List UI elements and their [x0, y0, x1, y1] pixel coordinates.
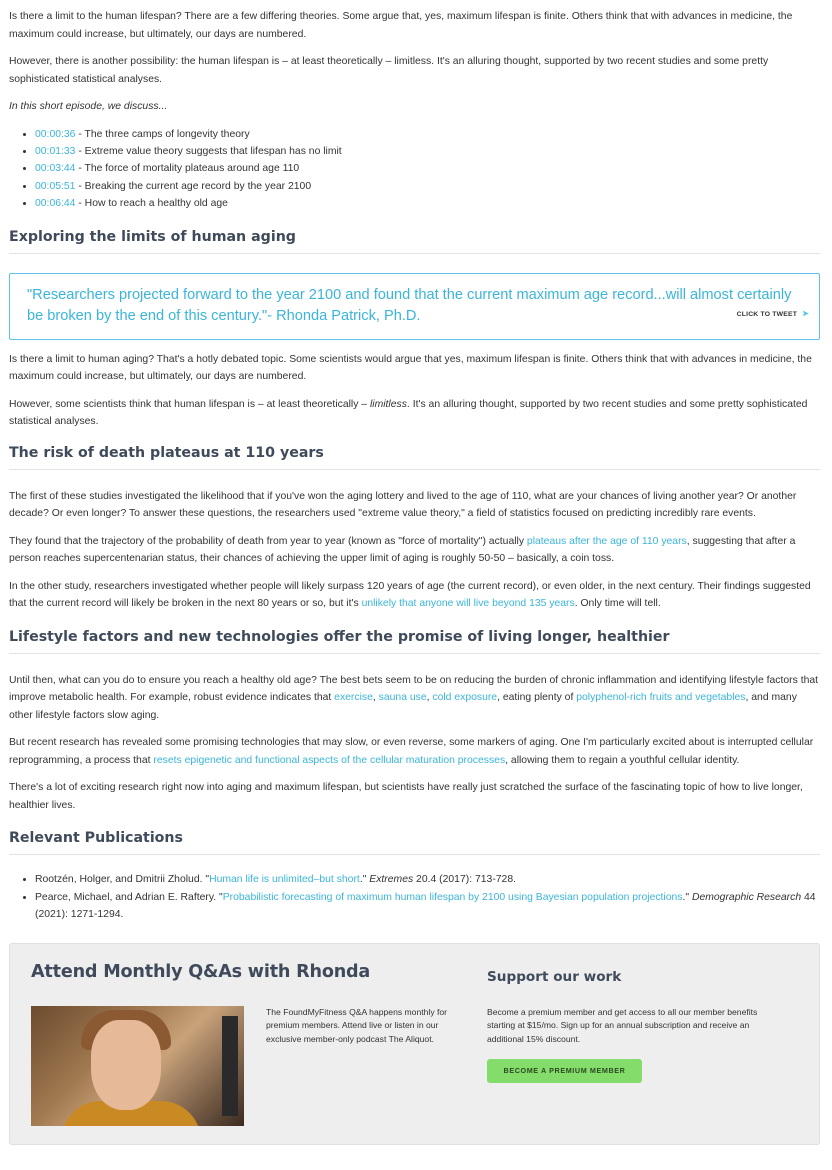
link-plateaus[interactable]: plateaus after the age of 110 years [526, 535, 687, 547]
publication-list [9, 871, 820, 924]
episode-label: In this short episode, we discuss... [9, 101, 168, 112]
publication-item [35, 889, 820, 924]
text-run: , eating plenty of [497, 692, 577, 704]
timestamp-text: - Breaking the current age record by the year 2100 [75, 180, 312, 192]
tweet-quote-text: "Researchers projected forward to the year 2100 and found that the current maximum age record...will almost certainly be broken by the end of this century."- Rhonda Patrick, Ph.D. [27, 286, 792, 324]
thumbnail-participant-strip [222, 1016, 238, 1116]
link-cold-exposure[interactable]: cold exposure [432, 692, 498, 704]
explore-paragraph-2 [9, 396, 820, 431]
intro-paragraph-2: However, there is another possibility: the human lifespan is – at least theoretically – limitless. It's an alluring thought, supported by two recent studies and some pretty sophisticated statistical analyses. [9, 56, 769, 85]
timestamp-text: - How to reach a healthy old age [75, 198, 228, 210]
click-to-tweet-button[interactable] [737, 305, 809, 324]
timestamp-item [35, 126, 820, 143]
lifestyle-paragraph-2 [9, 734, 820, 769]
timestamp-item [35, 160, 820, 177]
text-run: ." [682, 891, 692, 903]
section-heading-lifestyle: Lifestyle factors and new technologies offer the promise of living longer, healthier [9, 627, 820, 654]
text-run: But recent research has revealed some promising technologies that may slow, or even reverse, some markers of aging. One I'm particularly excited about is interrupted cellular reprogramming, a process that [9, 737, 814, 766]
support-description: Become a premium member and get access to all our member benefits starting at $15/mo. Sign up for an annual subscription and receive an additional 15% discount. [487, 1006, 758, 1044]
link-exercise[interactable]: exercise [334, 692, 373, 704]
tweet-quote-box [9, 273, 820, 340]
link-epigenetic[interactable]: resets epigenetic and functional aspects of the cellular maturation processes [153, 754, 506, 766]
lifestyle-paragraph-3: There's a lot of exciting research right now into aging and maximum lifespan, but scientists have really just scratched the surface of the fascinating topic of how to live longer, healthier lives. [9, 782, 803, 811]
risk-paragraph-3 [9, 578, 820, 613]
link-polyphenol[interactable]: polyphenol-rich fruits and vegetables [576, 692, 746, 704]
twitter-bird-icon: ➤ [802, 309, 809, 319]
text-run: Rootzén, Holger, and Dmitrii Zholud. " [35, 874, 210, 886]
text-run: . It's an alluring thought, supported by two recent studies and some pretty sophisticated statistical analyses. [9, 398, 808, 428]
text-run: 44 (2021): 1271-1294. [35, 891, 816, 921]
timestamp-text: - The force of mortality plateaus around age 110 [75, 163, 300, 175]
text-run: , allowing them to regain a youthful cellular identity. [505, 754, 740, 766]
timestamp-list [9, 126, 820, 213]
timestamp-item [35, 195, 820, 212]
risk-paragraph-2 [9, 533, 820, 568]
text-run: Until then, what can you do to ensure you reach a healthy old age? The best bets seem to be on reducing the burden of chronic inflammation and identifying lifestyle factors that improve metabolic health. For example, robust evidence indicates that [9, 674, 819, 704]
risk-paragraph-1: The first of these studies investigated the likelihood that if you've won the aging lottery and lived to the age of 110, what are your chances of living another year? Or another decade? Or even longer? To answer these questions, the researchers used "extreme value theory," a field of statistics focused on predicting incredibly rare events. [9, 490, 797, 520]
section-heading-publications: Relevant Publications [9, 828, 820, 855]
text-run: Pearce, Michael, and Adrian E. Raftery. " [35, 891, 223, 903]
timestamp-text: - The three camps of longevity theory [75, 128, 250, 140]
journal-name: Demographic Research [691, 891, 802, 903]
text-run: , suggesting that after a person reaches supercentenarian status, their chances of achieving the upper limit of aging is roughly 50-50 – basically, a coin toss. [9, 535, 796, 565]
timestamp-link[interactable]: 00:05:51 [35, 180, 76, 192]
section-heading-explore: Exploring the limits of human aging [9, 227, 820, 254]
timestamp-link[interactable]: 00:00:36 [35, 128, 76, 140]
text-run: , and many other lifestyle factors slow aging. [9, 692, 797, 721]
text-run: ." [359, 874, 370, 886]
link-sauna-use[interactable]: sauna use [378, 692, 427, 704]
become-premium-member-button[interactable]: BECOME A PREMIUM MEMBER [487, 1059, 642, 1083]
explore-paragraph-1: Is there a limit to human aging? That's a hotly debated topic. Some scientists would argue that yes, maximum lifespan is finite. Others think that with advances in medicine, the maximum could increase, but ultimately, our days are numbered. [9, 353, 812, 383]
text-run: However, some scientists think that human lifespan is – at least theoretically – [9, 398, 370, 410]
timestamp-link[interactable]: 00:06:44 [35, 198, 76, 210]
publication-item [35, 871, 820, 889]
text-run: . Only time will tell. [574, 598, 661, 610]
lifestyle-paragraph-1 [9, 672, 820, 725]
timestamp-link[interactable]: 00:03:44 [35, 163, 76, 175]
thumbnail-face-shape [91, 1020, 161, 1110]
text-run: In the other study, researchers investigated whether people will likely surpass 120 years of age (the current record), or even older, in the next century. Their findings suggested that the current record will likely be broken in the next 80 years or so, but it's [9, 580, 811, 610]
qa-description: The FoundMyFitness Q&A happens monthly for premium members. Attend live or listen in our exclusive member-only podcast The Aliquot. [266, 1006, 448, 1044]
membership-cta-panel [9, 943, 820, 1145]
link-135-years[interactable]: unlikely that anyone will live beyond 135 years [361, 598, 575, 610]
qa-heading: Attend Monthly Q&As with Rhonda [31, 961, 371, 982]
emphasis-limitless: limitless [369, 398, 407, 410]
text-run: , [372, 692, 379, 704]
intro-paragraph-1: Is there a limit to the human lifespan? There are a few differing theories. Some argue that, yes, maximum lifespan is finite. Others think that with advances in medicine, the maximum could increase, but ultimately, our days are numbered. [9, 11, 793, 40]
section-heading-risk: The risk of death plateaus at 110 years [9, 443, 820, 470]
text-run: They found that the trajectory of the probability of death from year to year (known as "force of mortality") actually [9, 535, 527, 547]
text-run: , [426, 692, 433, 704]
timestamp-link[interactable]: 00:01:33 [35, 145, 76, 157]
qa-video-thumbnail[interactable] [31, 1006, 244, 1126]
intro-section [9, 8, 820, 213]
journal-name: Extremes [369, 874, 414, 886]
support-heading: Support our work [487, 968, 622, 985]
publication-link[interactable]: Probabilistic forecasting of maximum human lifespan by 2100 using Bayesian population projections [222, 891, 683, 903]
article [0, 8, 832, 1145]
timestamp-item [35, 178, 820, 195]
timestamp-text: - Extreme value theory suggests that lifespan has no limit [75, 145, 342, 157]
publication-link[interactable]: Human life is unlimited–but short [209, 874, 360, 886]
text-run: 20.4 (2017): 713-728. [413, 874, 516, 886]
click-to-tweet-label: CLICK TO TWEET [736, 311, 798, 319]
timestamp-item [35, 143, 820, 160]
